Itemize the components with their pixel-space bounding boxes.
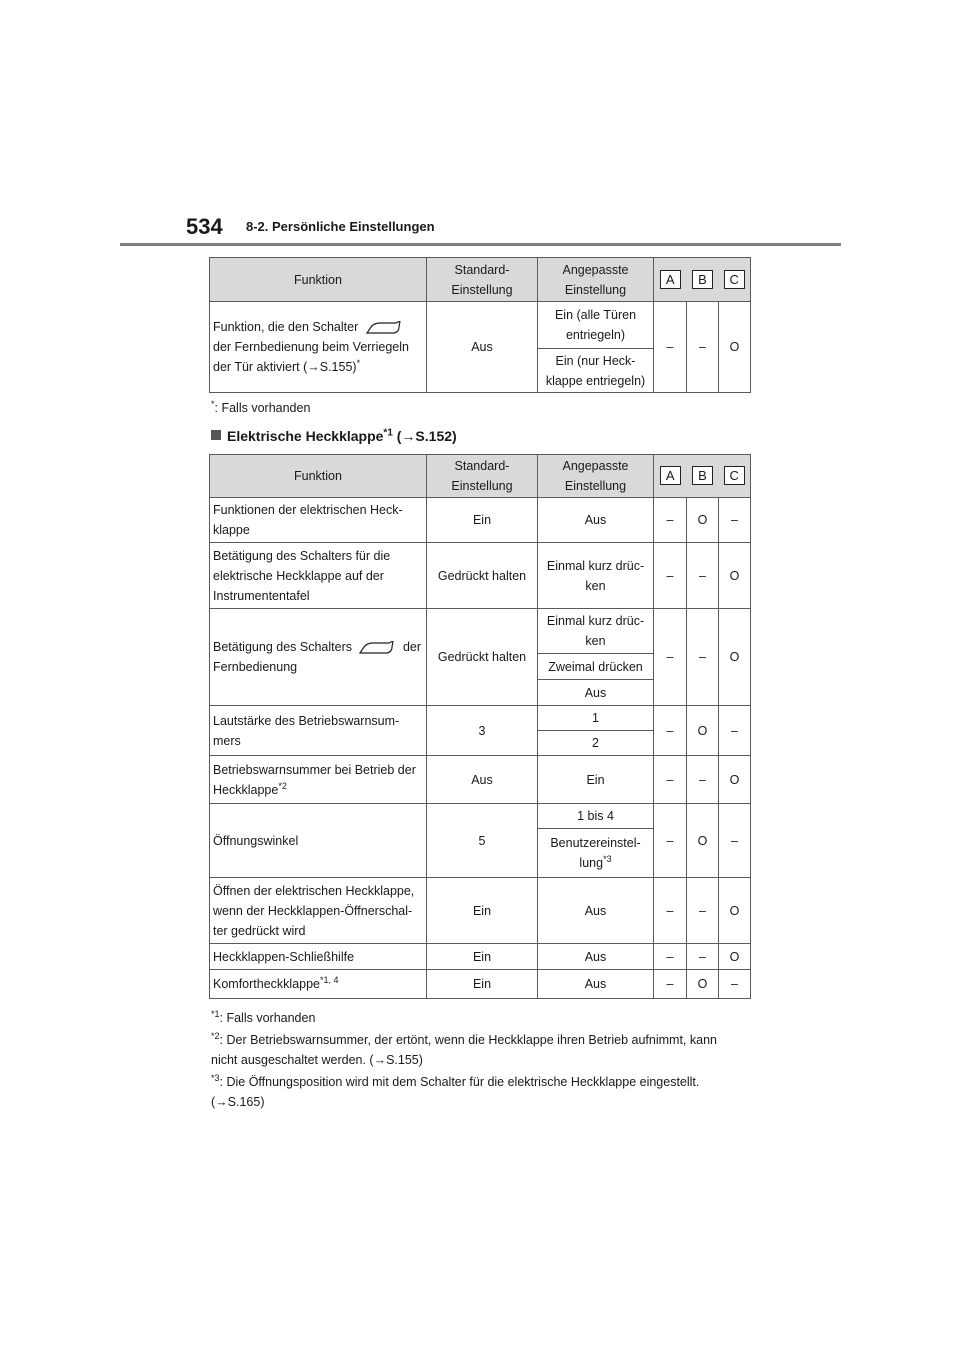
remote-tailgate-icon (359, 641, 395, 655)
footnote: *: Falls vorhanden (211, 398, 311, 415)
table-row: Aus (210, 680, 751, 706)
bullet-square-icon (211, 430, 221, 440)
settings-table-1 (209, 257, 751, 393)
table-row: Benutzereinstel-lung$^{*3}$ (210, 829, 751, 878)
table-row: Betriebswarnsummer bei Betrieb der Heckklappe$^{*2}$ Aus Ein – – O (210, 756, 751, 804)
header-rule (120, 243, 841, 246)
page-number: 534 (186, 214, 223, 239)
table-row: Lautstärke des Betriebswarnsum-mers 3 1 – O – (210, 706, 751, 731)
table-row: Komfortheckklappe$^{*1, 4}$ Ein Aus – O – (210, 970, 751, 999)
table-row: Funktionen der elektrischen Heck-klappe Ein Aus – O – (210, 498, 751, 543)
footnote-3: $^{*3}$: Die Öffnungsposition wird mit dem Schalter für die elektrische Heckklappe eingestellt. (→S.165) (211, 1072, 700, 1109)
c-cell: O (719, 302, 751, 393)
subsection-heading: Elektrische Heckklappe$^{*1}$ (→S.152) (211, 428, 457, 444)
col-custom: Angepasste Einstellung (538, 455, 654, 498)
col-default: Standard- Einstellung (427, 258, 538, 302)
col-custom: Angepasste Einstellung (538, 258, 654, 302)
footnote-2: $^{*2}$: Der Betriebswarnsummer, der ertönt, wenn die Heckklappe ihren Betrieb aufnimmt, kann nicht ausgeschaltet werden. (→S.155) (211, 1030, 717, 1067)
col-default: Standard- Einstellung (427, 455, 538, 498)
col-b: B (692, 270, 713, 289)
table-row: Öffnungswinkel 5 1 bis 4 – O – (210, 804, 751, 829)
default-cell: Aus (427, 302, 538, 393)
col-c: C (724, 270, 745, 289)
b-cell: – (687, 302, 719, 393)
settings-table-2 (209, 454, 751, 999)
table-row: Betätigung des Schalters der Fernbedienung Gedrückt halten Einmal kurz drüc-ken – – O (210, 609, 751, 654)
custom-cell: Ein (alle Türen entriegeln) (538, 302, 654, 349)
table-row: Öffnen der elektrischen Heckklappe, wenn der Heckklappen-Öffnerschal-ter gedrückt wird Ein Aus – – O (210, 878, 751, 944)
table-row: Betätigung des Schalters für die elektrische Heckklappe auf der Instrumententafel Gedrückt halten Einmal kurz drüc-ken – – O (210, 543, 751, 609)
table-header-row (210, 455, 751, 498)
table-row (210, 302, 751, 349)
section-title: 8-2. Persönliche Einstellungen (246, 219, 435, 234)
col-function: Funktion (210, 455, 427, 498)
table-row: 2 (210, 731, 751, 756)
table-row: Zweimal drücken (210, 654, 751, 680)
col-function: Funktion (210, 258, 427, 302)
remote-tailgate-icon (366, 321, 402, 335)
a-cell: – (654, 302, 687, 393)
footnote-1: $^{*1}$: Falls vorhanden (211, 1008, 316, 1025)
col-c: C (724, 466, 745, 485)
col-a: A (660, 466, 681, 485)
custom-cell: Ein (nur Heck-klappe entriegeln) (538, 349, 654, 393)
table-header-row (210, 258, 751, 302)
table-row: Heckklappen-Schließhilfe Ein Aus – – O (210, 944, 751, 970)
function-cell: Funktion, die den Schalter der Fernbedienung beim Verriegeln der Tür aktiviert (→S.155)* (210, 302, 427, 393)
col-a: A (660, 270, 681, 289)
col-b: B (692, 466, 713, 485)
